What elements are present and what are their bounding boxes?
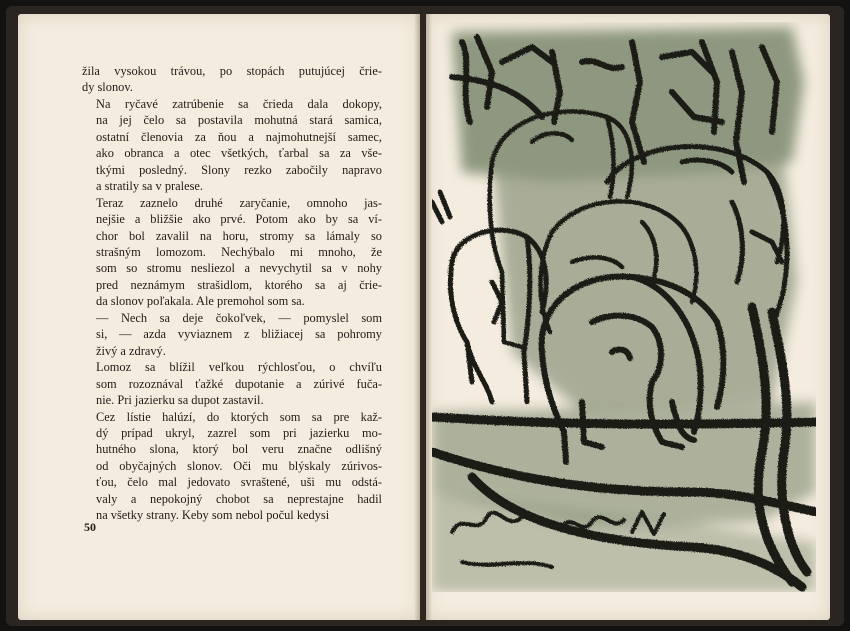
paragraph (82, 96, 382, 195)
text-line: chor bol zavalil na horu, stromy sa lámaly so (96, 228, 382, 243)
text-line: žila vysokou trávou, po stopách putujúcej črie- (82, 64, 382, 78)
text-line: dý prípad ukryl, zazrel som pri jazierku mo- (96, 425, 382, 440)
paragraph (82, 409, 382, 524)
elephant-herd-illustration (432, 22, 816, 592)
text-line: strašným lomozom. Nechýbalo mi mnoho, že (96, 244, 382, 259)
text-line: Na ryčavé zatrúbenie sa črieda dala dokopy, (96, 96, 382, 111)
page-number: 50 (84, 520, 96, 534)
text-line: som rozoznával ťažké dupotanie a zúrivé fuča- (96, 376, 382, 391)
text-line: valy a nepokojný chobot sa neprestajne hadil (96, 491, 382, 506)
text-line: dy slonov. (82, 80, 133, 95)
text-line: ostatní členovia za ňou a najmohutnejší samec, (96, 129, 382, 144)
paragraph (82, 310, 382, 359)
paragraph (82, 359, 382, 408)
text-line: pred neznámym strašidlom, ktorého sa aj črie- (96, 277, 382, 292)
text-line: ťou, čelo mal jedovato svraštené, uši mu odstá- (96, 475, 382, 490)
text-line: si, — azda vyviaznem z bližiacej sa pohromy (96, 327, 382, 342)
text-line: Lomoz sa blížil veľkou rýchlosťou, o chvíľu (96, 360, 382, 375)
text-line: tkými posledný. Slony rezko zabočily napravo (96, 162, 382, 177)
text-line: som so stromu nesliezol a nevychytil sa v nohy (96, 261, 382, 276)
text-line: da slonov poľakala. Ale premohol som sa. (96, 294, 305, 309)
text-line: Teraz zaznelo druhé zaryčanie, omnoho jas- (96, 195, 382, 210)
text-line: nejšie a bližšie ako prvé. Potom ako by sa ví- (96, 212, 382, 227)
page-text (82, 63, 382, 524)
paragraph (82, 63, 382, 96)
text-line: — Nech sa deje čokoľvek, — pomyslel som (96, 310, 382, 325)
paragraph (82, 195, 382, 310)
text-line: živý a zdravý. (96, 343, 166, 358)
book-gutter (414, 14, 432, 620)
text-line: od obyčajných slonov. Oči mu blýskaly zúrivos- (96, 458, 382, 473)
text-line: a stratily sa v pralese. (96, 179, 204, 194)
text-line: hutného slona, ktorý bol veru značne odlišný (96, 442, 382, 457)
text-line: ako obranca a otec všetkých, ťarbal sa za vše- (96, 146, 382, 161)
text-line: na všetky strany. Keby som nebol počul kedysi (96, 508, 330, 523)
text-line: Cez lístie halúzí, do ktorých som sa pre kaž- (96, 409, 382, 424)
text-line: nie. Pri jazierku sa dupot zastavil. (96, 393, 264, 408)
text-line: na jej čelo sa postavila mohutná stará samica, (96, 113, 382, 128)
